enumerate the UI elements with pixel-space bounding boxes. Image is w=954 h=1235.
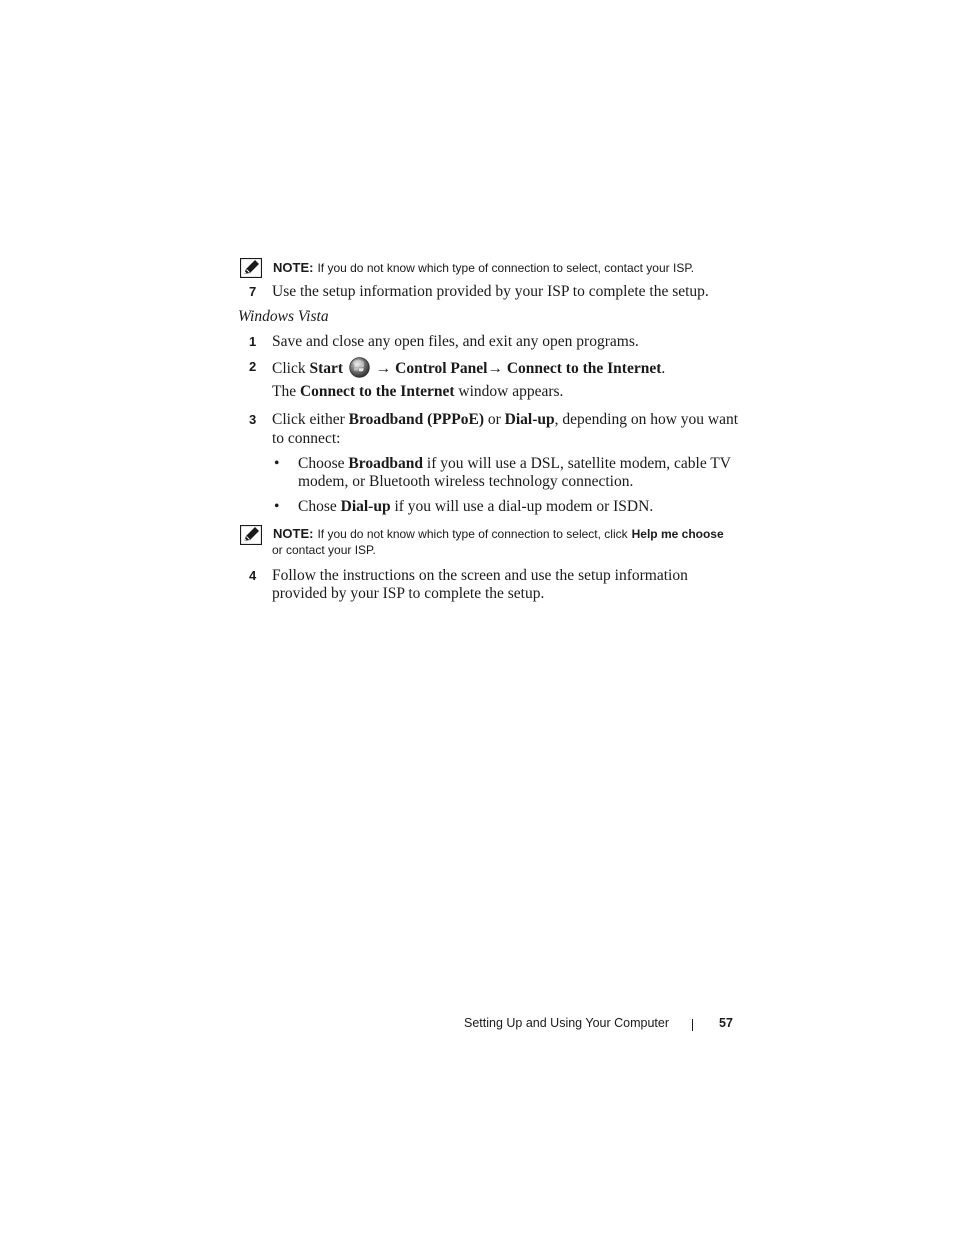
bullet-item: Chose Dial-up if you will use a dial-up modem or ISDN. (298, 498, 654, 515)
step-text-continued: provided by your ISP to complete the setup. (272, 585, 545, 602)
note-1 (273, 259, 694, 277)
note-pencil-icon (240, 525, 262, 545)
step-number: 7 (249, 284, 257, 299)
step-number: 2 (249, 359, 257, 374)
bullet-item: Choose Broadband if you will use a DSL, satellite modem, cable TV (298, 455, 731, 472)
step-text: Save and close any open files, and exit any open programs. (272, 333, 639, 350)
note-pencil-icon (240, 258, 262, 278)
section-heading: Windows Vista (238, 308, 329, 325)
start-label: Start (309, 360, 344, 377)
step-text: Click Start → Control Panel→ Connect to the Internet. (272, 357, 665, 378)
bullet-item-continued: modem, or Bluetooth wireless technology connection. (298, 473, 634, 490)
step-result: The Connect to the Internet window appears. (272, 383, 564, 400)
step-text-continued: to connect: (272, 430, 341, 447)
step-text: Click either Broadband (PPPoE) or Dial-up, depending on how you want (272, 411, 739, 428)
bullet-glyph: • (274, 455, 280, 472)
help-me-choose-label: Help me choose (631, 527, 724, 541)
note-2: NOTE: If you do not know which type of connection to select, click Help me choose (273, 526, 724, 541)
step-number: 1 (249, 334, 257, 349)
step-text: Use the setup information provided by your ISP to complete the setup. (272, 283, 709, 300)
windows-start-orb-icon (349, 357, 370, 378)
note-text: If you do not know which type of connection to select, contact your ISP. (317, 261, 695, 275)
step-number: 3 (249, 412, 257, 427)
note-label: NOTE: (273, 526, 314, 541)
note-text-continued: or contact your ISP. (272, 543, 376, 557)
page-number: 57 (719, 1016, 733, 1030)
bullet-glyph: • (274, 498, 280, 515)
step-text: Follow the instructions on the screen and use the setup information (272, 567, 688, 584)
note-label: NOTE: (273, 260, 314, 275)
control-panel-label: Control Panel (395, 360, 488, 377)
connect-to-internet-label: Connect to the Internet (506, 360, 662, 377)
footer-separator (692, 1019, 693, 1031)
footer-section-title: Setting Up and Using Your Computer (464, 1016, 669, 1030)
step-number: 4 (249, 568, 257, 583)
